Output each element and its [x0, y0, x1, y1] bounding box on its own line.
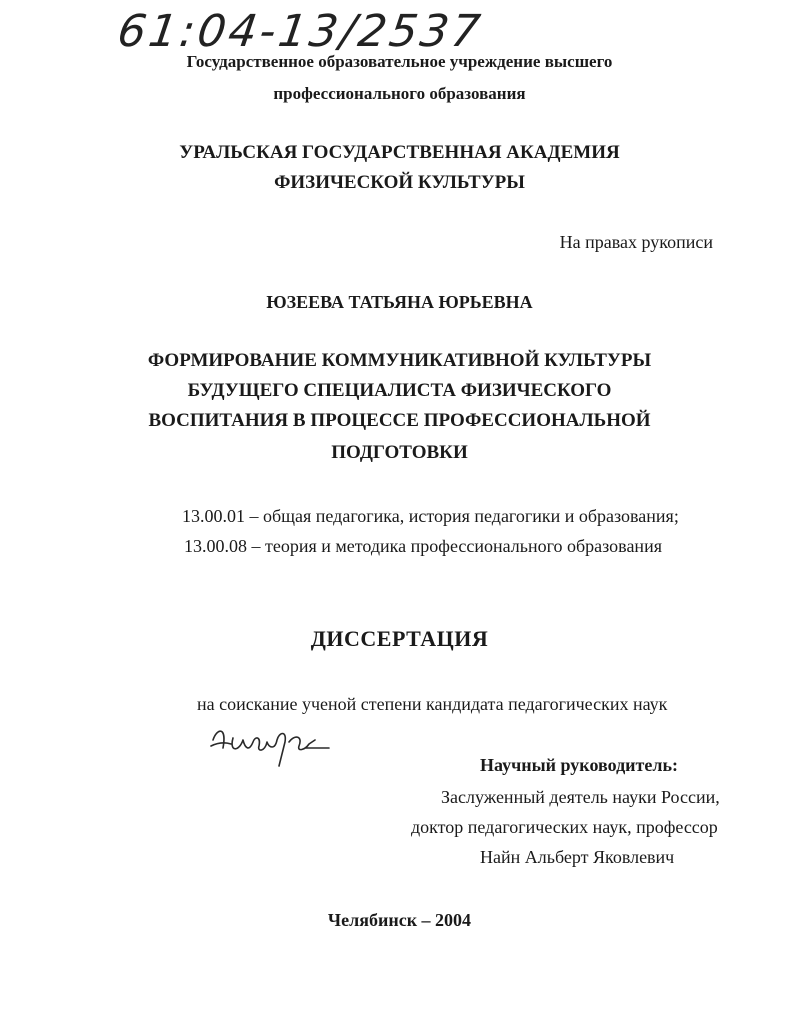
academy-name-line-1: УРАЛЬСКАЯ ГОСУДАРСТВЕННАЯ АКАДЕМИЯ [179, 142, 620, 163]
supervisor-name: Найн Альберт Яковлевич [480, 847, 675, 867]
thesis-title-line-1: ФОРМИРОВАНИЕ КОММУНИКАТИВНОЙ КУЛЬТУРЫ [147, 350, 652, 371]
archive-stamp: 61:04-13/2537 [114, 6, 487, 57]
place-and-year: Челябинск – 2004 [327, 910, 472, 930]
author-name: ЮЗЕЕВА ТАТЬЯНА ЮРЬЕВНА [266, 292, 533, 312]
academy-name-line-2: ФИЗИЧЕСКОЙ КУЛЬТУРЫ [274, 172, 525, 193]
specialty-2: 13.00.08 – теория и методика профессионального образования [184, 536, 662, 556]
specialty-1: 13.00.01 – общая педагогика, история педагогики и образования; [182, 506, 679, 526]
author-signature [205, 718, 335, 768]
supervisor-title-1: Заслуженный деятель науки России, [441, 787, 720, 807]
document-type: ДИССЕРТАЦИЯ [310, 626, 489, 651]
thesis-title-line-4: ПОДГОТОВКИ [331, 442, 468, 463]
thesis-title-line-2: БУДУЩЕГО СПЕЦИАЛИСТА ФИЗИЧЕСКОГО [187, 380, 612, 401]
thesis-title-line-3: ВОСПИТАНИЯ В ПРОЦЕССЕ ПРОФЕССИОНАЛЬНОЙ [148, 410, 651, 431]
institution-line-2: профессионального образования [273, 84, 526, 103]
degree-statement: на соискание ученой степени кандидата педагогических наук [197, 694, 668, 714]
supervisor-label: Научный руководитель: [480, 755, 678, 775]
institution-line-1: Государственное образовательное учреждение высшего [186, 52, 613, 71]
rights-note: На правах рукописи [559, 232, 713, 252]
supervisor-title-2: доктор педагогических наук, профессор [411, 817, 718, 837]
